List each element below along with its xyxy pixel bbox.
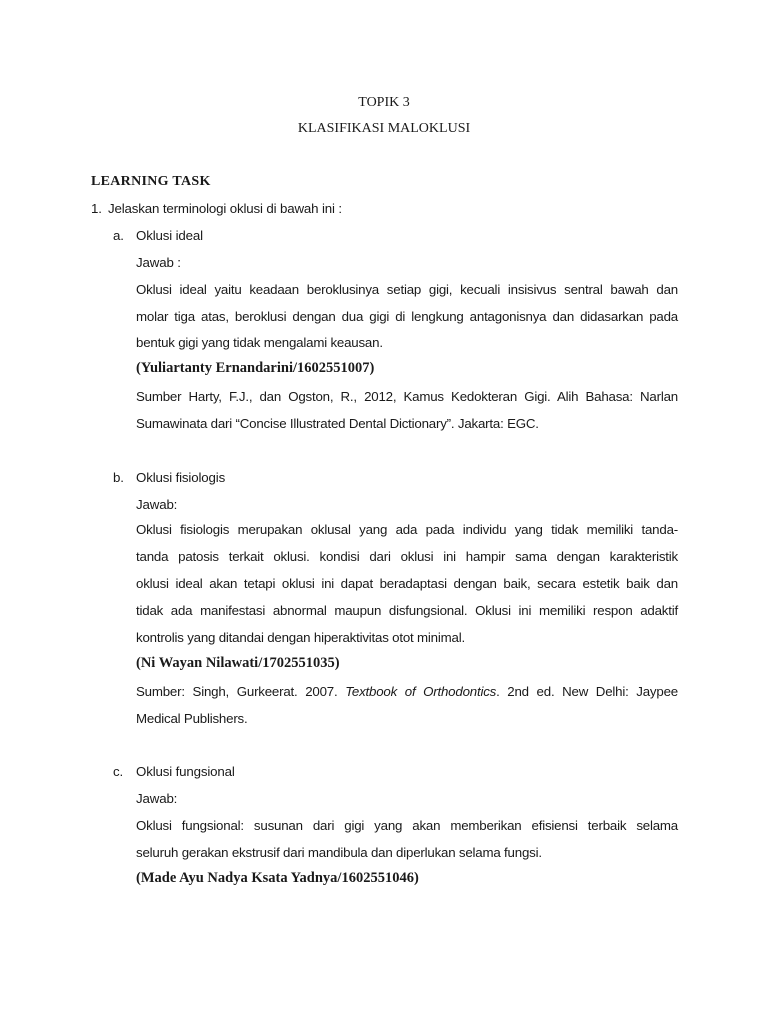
answer-line: molar tiga atas, beroklusi dengan dua gigi di lengkung antagonisnya dan didasarkan pada: [136, 309, 678, 324]
answer-label: Jawab:: [136, 791, 178, 806]
answer-line: bentuk gigi yang tidak mengalami keausan.: [136, 335, 383, 350]
answer-line: oklusi ideal akan tetapi oklusi ini dapat beradaptasi dengan baik, secara estetik baik dan: [136, 576, 678, 591]
answer-line: seluruh gerakan ekstrusif dari mandibula dan diperlukan selama fungsi.: [136, 845, 542, 860]
source-line: [136, 684, 678, 699]
source-prefix: Sumber: Singh, Gurkeerat. 2007.: [136, 684, 346, 699]
source-suffix: . 2nd ed. New Delhi: Jaypee: [496, 684, 678, 699]
author-credit: (Made Ayu Nadya Ksata Yadnya/1602551046): [136, 870, 419, 886]
question-number: 1.: [91, 201, 102, 216]
item-label: Oklusi ideal: [136, 228, 203, 243]
section-heading: LEARNING TASK: [91, 174, 211, 189]
item-marker: b.: [113, 470, 124, 485]
item-marker: a.: [113, 228, 124, 243]
answer-label: Jawab:: [136, 497, 178, 512]
item-label: Oklusi fisiologis: [136, 470, 226, 485]
author-credit: (Ni Wayan Nilawati/1702551035): [136, 655, 340, 671]
source-line: Medical Publishers.: [136, 711, 248, 726]
answer-line: kontrolis yang ditandai dengan hiperaktivitas otot minimal.: [136, 630, 465, 645]
answer-line: Oklusi ideal yaitu keadaan beroklusinya setiap gigi, kecuali insisivus sentral bawah dan: [136, 282, 678, 297]
answer-line: tanda patosis terkait oklusi. kondisi dari oklusi ini hampir sama dengan karakteristik: [136, 549, 678, 564]
answer-line: Oklusi fungsional: susunan dari gigi yang akan memberikan efisiensi terbaik selama: [136, 818, 678, 833]
answer-line: Oklusi fisiologis merupakan oklusal yang ada pada individu yang tidak memiliki tanda-: [136, 522, 678, 537]
page-title: KLASIFIKASI MALOKLUSI: [297, 121, 471, 136]
author-credit: (Yuliartanty Ernandarini/1602551007): [136, 360, 375, 376]
source-book-title: Textbook of Orthodontics: [345, 684, 497, 699]
source-line: Sumawinata dari “Concise Illustrated Dental Dictionary”. Jakarta: EGC.: [136, 416, 539, 431]
item-label: Oklusi fungsional: [136, 764, 235, 779]
question-text: Jelaskan terminologi oklusi di bawah ini :: [108, 201, 342, 216]
answer-label: Jawab :: [136, 255, 181, 270]
source-line: Sumber Harty, F.J., dan Ogston, R., 2012, Kamus Kedokteran Gigi. Alih Bahasa: Narlan: [136, 389, 678, 404]
answer-line: tidak ada manifestasi abnormal maupun disfungsional. Oklusi ini memiliki respon adaktif: [136, 603, 678, 618]
topic-number: TOPIK 3: [358, 95, 410, 110]
item-marker: c.: [113, 764, 124, 779]
